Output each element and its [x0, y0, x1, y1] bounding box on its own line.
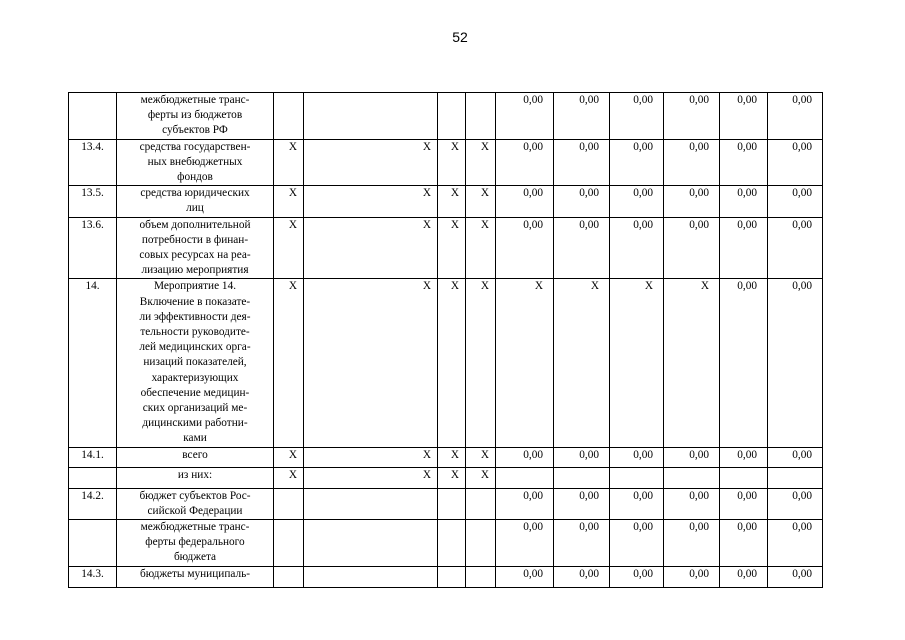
table-cell: 0,00 [664, 186, 720, 217]
table-cell: X [274, 467, 304, 488]
table-cell [274, 566, 304, 587]
table-cell: X [664, 279, 720, 447]
table-cell: 0,00 [610, 488, 664, 519]
row-description: бюджеты муниципаль- [117, 566, 274, 587]
table-cell: 0,00 [496, 186, 554, 217]
row-number: 13.6. [69, 217, 117, 279]
row-description: из них: [117, 467, 274, 488]
table-cell: 0,00 [720, 139, 768, 186]
table-row [69, 139, 823, 186]
table-cell [274, 520, 304, 567]
table-cell [274, 488, 304, 519]
table-cell: X [274, 186, 304, 217]
table-cell: 0,00 [720, 279, 768, 447]
table-cell: 0,00 [554, 520, 610, 567]
table-cell: 0,00 [768, 447, 823, 467]
table-cell [438, 488, 466, 519]
table-cell [610, 467, 664, 488]
table-cell: 0,00 [496, 566, 554, 587]
table-cell: X [554, 279, 610, 447]
table-cell: 0,00 [768, 186, 823, 217]
table-cell: X [304, 467, 438, 488]
table-cell: 0,00 [610, 447, 664, 467]
table-cell: 0,00 [720, 520, 768, 567]
table-cell: 0,00 [554, 93, 610, 140]
row-description: межбюджетные транс- ферты федерального бюджета [117, 520, 274, 567]
table-cell: X [438, 139, 466, 186]
budget-table [68, 92, 823, 588]
table-cell: X [438, 447, 466, 467]
row-description: Мероприятие 14. Включение в показате- ли эффективности дея- тельности руководите- лей медицинских орга- низаций показателей, характеризующих обеспечение медицин- ских организаций ме- дицинскими работни- ками [117, 279, 274, 447]
table-cell: 0,00 [610, 520, 664, 567]
table-cell: X [466, 217, 496, 279]
row-description: всего [117, 447, 274, 467]
table-cell: 0,00 [554, 217, 610, 279]
table-cell: 0,00 [610, 93, 664, 140]
table-cell: 0,00 [664, 447, 720, 467]
table-cell: X [466, 467, 496, 488]
table-cell: 0,00 [554, 488, 610, 519]
row-description: средства юридических лиц [117, 186, 274, 217]
table-cell: 0,00 [554, 566, 610, 587]
table-cell: X [466, 139, 496, 186]
row-number [69, 93, 117, 140]
table-cell: X [466, 447, 496, 467]
table-cell: 0,00 [496, 217, 554, 279]
table-cell: 0,00 [768, 279, 823, 447]
table-cell [554, 467, 610, 488]
table-cell: X [438, 186, 466, 217]
table-cell [496, 467, 554, 488]
table-cell: 0,00 [496, 139, 554, 186]
table-cell: 0,00 [554, 139, 610, 186]
row-description: средства государствен- ных внебюджетных фондов [117, 139, 274, 186]
table-cell: 0,00 [768, 488, 823, 519]
table-cell: 0,00 [664, 566, 720, 587]
table-cell [466, 566, 496, 587]
table-cell: X [466, 279, 496, 447]
table-cell: X [304, 447, 438, 467]
table-row [69, 217, 823, 279]
row-description: межбюджетные транс- ферты из бюджетов субъектов РФ [117, 93, 274, 140]
table-cell: 0,00 [768, 139, 823, 186]
table-cell: 0,00 [610, 186, 664, 217]
table-cell [304, 520, 438, 567]
table-row [69, 566, 823, 587]
table-cell [466, 93, 496, 140]
table-cell: 0,00 [720, 566, 768, 587]
table-cell [304, 566, 438, 587]
row-number [69, 467, 117, 488]
row-number [69, 520, 117, 567]
table-row [69, 467, 823, 488]
table-cell: 0,00 [554, 447, 610, 467]
table-cell: 0,00 [720, 488, 768, 519]
table-cell: 0,00 [664, 520, 720, 567]
table-cell [304, 93, 438, 140]
table-cell: 0,00 [496, 520, 554, 567]
table-cell: 0,00 [720, 186, 768, 217]
table-cell: 0,00 [664, 139, 720, 186]
row-number: 14.2. [69, 488, 117, 519]
table-cell: X [274, 217, 304, 279]
table-cell: 0,00 [496, 93, 554, 140]
table-cell: 0,00 [610, 139, 664, 186]
table-cell: 0,00 [768, 93, 823, 140]
table-cell: X [496, 279, 554, 447]
table-cell: 0,00 [664, 217, 720, 279]
table-cell: 0,00 [720, 93, 768, 140]
row-description: бюджет субъектов Рос- сийской Федерации [117, 488, 274, 519]
row-number: 14.3. [69, 566, 117, 587]
table-cell: 0,00 [664, 488, 720, 519]
table-cell: X [610, 279, 664, 447]
table-cell [720, 467, 768, 488]
table-cell: X [304, 139, 438, 186]
table-row [69, 447, 823, 467]
table-cell [768, 467, 823, 488]
table-cell [466, 520, 496, 567]
table-row [69, 186, 823, 217]
table-cell: X [438, 217, 466, 279]
table-cell [438, 93, 466, 140]
table-cell [466, 488, 496, 519]
table-row [69, 488, 823, 519]
table-cell: 0,00 [496, 447, 554, 467]
table-cell: 0,00 [768, 217, 823, 279]
row-number: 13.4. [69, 139, 117, 186]
table-cell [664, 467, 720, 488]
table-row [69, 93, 823, 140]
table-cell [438, 566, 466, 587]
table-cell: 0,00 [664, 93, 720, 140]
table-cell: X [304, 186, 438, 217]
table-cell: X [274, 279, 304, 447]
table-cell: 0,00 [610, 566, 664, 587]
table-cell: 0,00 [496, 488, 554, 519]
table-cell: X [466, 186, 496, 217]
row-number: 13.5. [69, 186, 117, 217]
table-cell: 0,00 [720, 217, 768, 279]
row-number: 14.1. [69, 447, 117, 467]
table-cell: X [438, 279, 466, 447]
table-cell: X [438, 467, 466, 488]
row-number: 14. [69, 279, 117, 447]
table-cell: 0,00 [768, 520, 823, 567]
table-cell: X [304, 279, 438, 447]
table-cell: 0,00 [554, 186, 610, 217]
table-cell [274, 93, 304, 140]
table-cell: X [304, 217, 438, 279]
table-cell: X [274, 139, 304, 186]
table-cell: 0,00 [768, 566, 823, 587]
table-cell: X [274, 447, 304, 467]
table-row [69, 279, 823, 447]
row-description: объем дополнительной потребности в финан- совых ресурсах на реа- лизацию мероприятия [117, 217, 274, 279]
page-number: 52 [452, 29, 468, 45]
table-cell [304, 488, 438, 519]
table-row [69, 520, 823, 567]
table-cell: 0,00 [610, 217, 664, 279]
table-cell [438, 520, 466, 567]
table-cell: 0,00 [720, 447, 768, 467]
